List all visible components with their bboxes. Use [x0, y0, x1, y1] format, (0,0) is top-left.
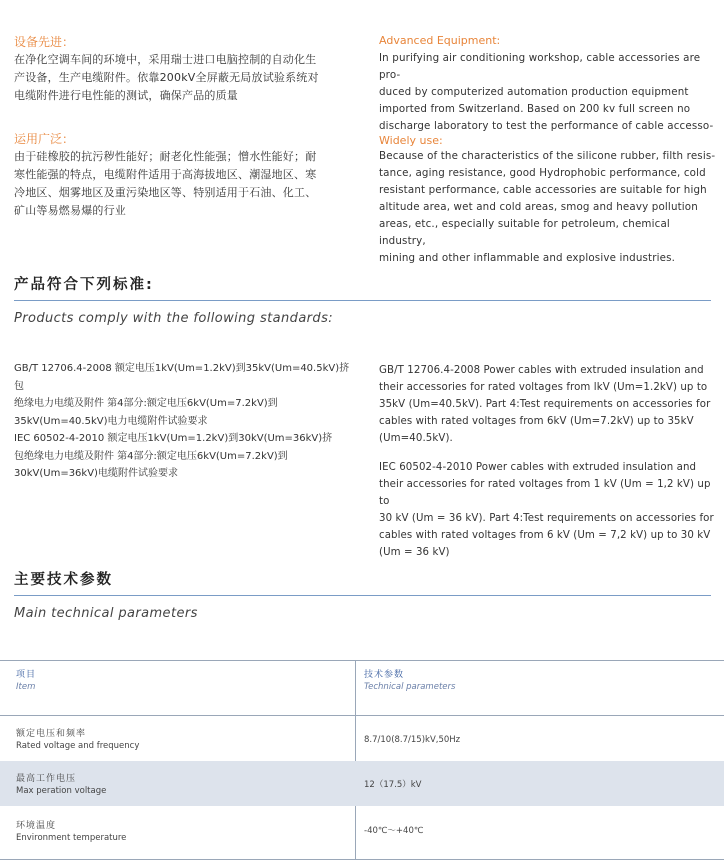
text-line: their accessories for rated voltages from lkV (Um=1.2kV) up to — [379, 382, 708, 393]
text-line: tance, aging resistance, good Hydrophobic performance, cold — [379, 167, 706, 179]
text-line: resistant performance, cable accessories are suitable for high — [379, 184, 707, 196]
text-line: 产设备，生产电缆附件。依靠200kV全屏蔽无局放试验系统对 — [14, 71, 319, 84]
text-line: duced by computerized automation production equipment — [379, 86, 689, 98]
text-line: 包绝缘电力电缆及附件 第4部分:额定电压6kV(Um=7.2kV)到 — [14, 450, 288, 462]
en-equipment-heading: Advanced Equipment: — [379, 34, 501, 47]
en-use-body — [379, 148, 717, 267]
params-title-cn: 主要技术参数 — [14, 572, 113, 588]
cn-equipment-heading: 设备先进： — [14, 35, 75, 49]
text-line: areas, etc., especially suitable for petroleum, chemical industry, — [379, 218, 670, 247]
en-use-heading: Widely use: — [379, 134, 443, 147]
standard-cn-1 — [14, 360, 359, 430]
row-value: -40℃～+40℃ — [364, 826, 424, 836]
row-label-en: Max peration voltage — [16, 786, 107, 796]
standards-title-cn: 产品符合下列标准: — [14, 277, 154, 293]
text-line: altitude area, wet and cold areas, smog and heavy pollution — [379, 201, 698, 213]
text-line: IEC 60502-4-2010 额定电压1kV(Um=1.2kV)到30kV(Um=36kV)挤 — [14, 433, 333, 444]
text-line: 寒性能强的特点，电缆附件适用于高海拔地区、潮湿地区、寒 — [14, 168, 317, 181]
section-divider — [14, 595, 711, 596]
text-line: In purifying air conditioning workshop, cable accessories are pro- — [379, 52, 701, 81]
table-border — [0, 859, 724, 860]
text-line: 30kV(Um=36kV)电缆附件试验要求 — [14, 468, 178, 479]
table-row — [0, 716, 724, 761]
text-line: (Um = 36 kV) — [379, 547, 450, 558]
row-label-cn: 最高工作电压 — [16, 774, 77, 784]
text-line: 绝缘电力电缆及附件 第4部分:额定电压6kV(Um=7.2kV)到 — [14, 398, 278, 409]
standard-en-2 — [379, 459, 717, 561]
text-line: 矿山等易燃易爆的行业 — [14, 204, 126, 217]
table-row — [0, 761, 724, 806]
table-header — [0, 669, 724, 709]
text-line: 冷地区、烟雾地区及重污染地区等、特别适用于石油、化工、 — [14, 186, 317, 199]
text-line: 35kV (Um=40.5kV). Part 4:Test requirements on accessories for — [379, 399, 711, 410]
row-value: 12（17.5）kV — [364, 780, 422, 790]
text-line: 35kV(Um=40.5kV)电力电缆附件试验要求 — [14, 415, 208, 427]
table-row — [0, 806, 724, 851]
row-value: 8.7/10(8.7/15)kV,50Hz — [364, 735, 461, 745]
header-param-en: Technical parameters — [364, 682, 456, 692]
text-line: GB/T 12706.4-2008 Power cables with extruded insulation and — [379, 365, 704, 376]
text-line: IEC 60502-4-2010 Power cables with extruded insulation and — [379, 462, 697, 473]
text-line: imported from Switzerland. Based on 200 kv full screen no — [379, 103, 691, 115]
section-divider — [14, 300, 711, 301]
row-label-cn: 额定电压和频率 — [16, 729, 87, 739]
en-equipment-body — [379, 50, 717, 135]
standard-en-1 — [379, 362, 717, 447]
params-title-en: Main technical parameters — [14, 606, 198, 621]
text-line: Because of the characteristics of the silicone rubber, filth resis- — [379, 150, 716, 162]
text-line: 电缆附件进行电性能的测试，确保产品的质量 — [14, 89, 238, 102]
header-param-cn: 技术参数 — [364, 670, 405, 680]
text-line: their accessories for rated voltages from 1 kV (Um = 1,2 kV) up to — [379, 479, 711, 507]
text-line: cables with rated voltages from 6kV (Um=7.2kV) up to 35kV — [379, 416, 694, 427]
text-line: GB/T 12706.4-2008 额定电压1kV(Um=1.2kV)到35kV(Um=40.5kV)挤包 — [14, 363, 350, 392]
text-line: (Um=40.5kV). — [379, 433, 453, 444]
text-line: cables with rated voltages from 6 kV (Um = 7,2 kV) up to 30 kV — [379, 530, 711, 541]
cn-use-body — [14, 148, 359, 220]
standard-cn-2 — [14, 430, 359, 483]
header-item-cn: 项目 — [16, 670, 37, 680]
text-line: 30 kV (Um = 36 kV). Part 4:Test requirements on accessories for — [379, 513, 714, 524]
text-line: 由于硅橡胶的抗污秽性能好；耐老化性能强；憎水性能好；耐 — [14, 150, 317, 163]
cn-use-heading: 运用广泛： — [14, 132, 75, 146]
params-table — [0, 660, 724, 864]
text-line: discharge laboratory to test the performance of cable accesso- — [379, 120, 714, 132]
row-label-cn: 环境温度 — [16, 821, 57, 831]
text-line: mining and other inflammable and explosive industries. — [379, 252, 676, 264]
cn-equipment-body — [14, 51, 359, 105]
row-label-en: Rated voltage and frequency — [16, 741, 140, 751]
standards-title-en: Products comply with the following standards: — [14, 311, 334, 326]
header-item-en: Item — [16, 682, 36, 692]
row-label-en: Environment temperature — [16, 833, 127, 843]
text-line: 在净化空调车间的环境中，采用瑞士进口电脑控制的自动化生 — [14, 53, 317, 66]
table-border — [0, 660, 724, 661]
